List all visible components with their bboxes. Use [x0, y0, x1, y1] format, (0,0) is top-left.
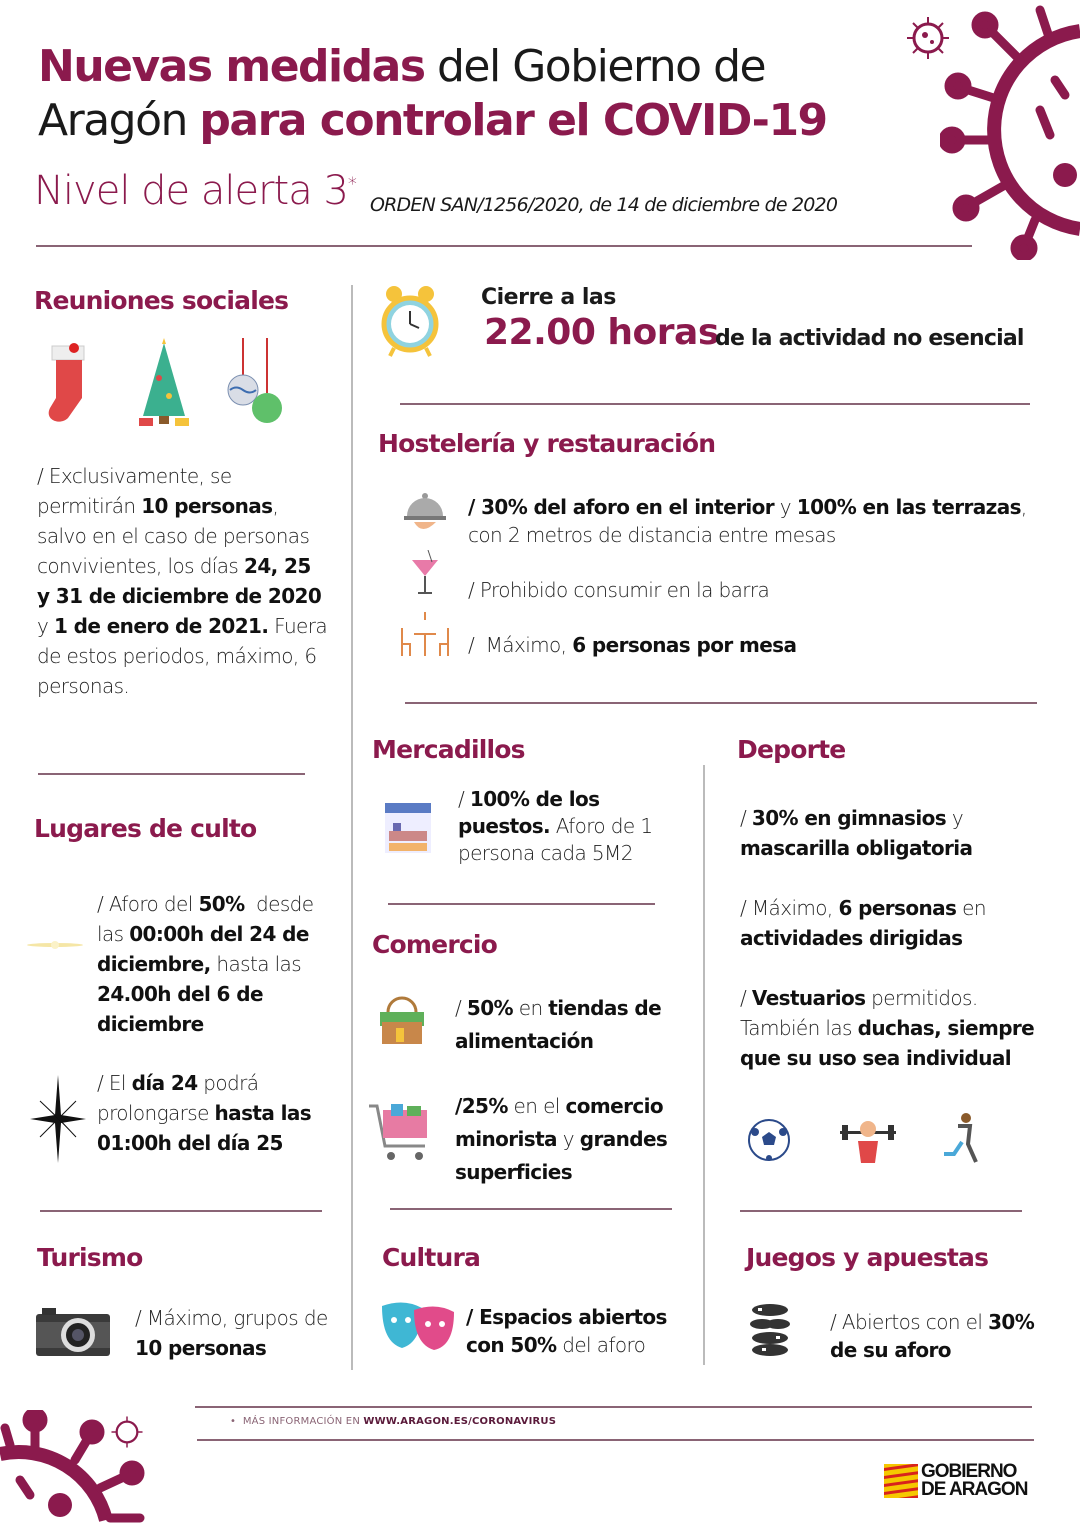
bold-text: actividades dirigidas: [740, 926, 963, 950]
juegos-text: [830, 1308, 1050, 1364]
text: en el: [507, 1094, 566, 1118]
section-title-comercio: Comercio: [372, 930, 498, 959]
christmas-tree-icon: [135, 338, 193, 428]
title-line-1: [38, 40, 765, 94]
text: y: [37, 584, 327, 638]
footer-info: [230, 1416, 556, 1427]
culto-item-2: [97, 1068, 332, 1158]
bold-text: duchas, siempre que su uso sea individual: [740, 1016, 1041, 1070]
text: Fuera de estos periodos, máximo, 6 personas.: [37, 614, 333, 698]
small-virus-bottom-icon: [110, 1415, 144, 1449]
bold-text: comercio minorista: [455, 1094, 670, 1151]
reuniones-text: [37, 461, 333, 701]
runner-icon: [940, 1112, 980, 1168]
bold-text: para controlar el COVID-19: [199, 95, 827, 146]
text: y: [774, 495, 797, 519]
text: / El: [97, 1071, 132, 1095]
comercio-item-2: [455, 1090, 700, 1189]
text: desde las: [97, 892, 320, 946]
section-divider: [740, 1210, 1022, 1212]
hosteleria-item-3: [468, 630, 968, 660]
column-divider: [703, 765, 705, 1365]
text: / Abiertos con el: [830, 1310, 989, 1334]
text: /: [740, 806, 752, 830]
text: /: [458, 787, 470, 811]
culto-item-1: [97, 889, 342, 1039]
text: / Máximo,: [468, 633, 573, 657]
text: / Máximo, grupos de: [135, 1306, 334, 1330]
bold-text: 100% en las terrazas: [796, 495, 1021, 519]
text: Aforo de 1 persona cada 5M2: [458, 814, 659, 865]
grocery-basket-icon: [376, 992, 428, 1046]
bold-text: / Espacios abiertos con 50%: [466, 1305, 674, 1357]
deporte-item-3: [740, 983, 1060, 1073]
section-title-turismo: Turismo: [37, 1243, 143, 1272]
bold-text: 6 personas por mesa: [572, 633, 797, 657]
bold-text: 00:00h del 24 de diciembre,: [97, 922, 316, 976]
bold-text: 30% de su aforo: [830, 1310, 1041, 1362]
section-divider: [388, 903, 655, 905]
bold-text: 10 personas: [135, 1336, 267, 1360]
order-reference: ORDEN SAN/1256/2020, de 14 de diciembre de 2020: [370, 194, 838, 216]
camera-icon: [36, 1308, 110, 1356]
logo-line-2: DE ARAGON: [921, 1479, 1028, 1500]
bold-text: día 24: [131, 1071, 198, 1095]
soccer-ball-icon: [747, 1118, 791, 1162]
bold-text: mascarilla obligatoria: [740, 836, 973, 860]
shopping-cart-icon: [367, 1100, 433, 1166]
bold-text: 10 personas: [141, 494, 273, 518]
section-divider: [405, 702, 1037, 704]
text: del Gobierno de: [424, 41, 766, 92]
bold-text: 100% de los puestos.: [458, 787, 606, 838]
theater-masks-icon: [380, 1302, 456, 1352]
turismo-text: [135, 1303, 335, 1363]
mercadillos-text: [458, 786, 678, 867]
aragon-flag-icon: [884, 1464, 918, 1498]
text: Aragón: [38, 95, 200, 146]
hosteleria-item-1: [468, 493, 1038, 549]
footer-divider: [197, 1439, 1034, 1441]
bold-text: 30% en gimnasios: [751, 806, 947, 830]
bullet: •: [230, 1416, 243, 1427]
text: en: [956, 896, 992, 920]
logo-line-1: GOBIERNO: [921, 1461, 1017, 1482]
bold-text: grandes superficies: [455, 1127, 674, 1184]
header-divider: [36, 245, 972, 247]
text: y: [556, 1127, 580, 1151]
text: / Máximo,: [740, 896, 839, 920]
cierre-rest: de la actividad no esencial: [715, 326, 1024, 351]
christmas-stocking-icon: [44, 342, 96, 427]
section-title-hosteleria: Hostelería y restauración: [378, 429, 716, 458]
text: , salvo en el caso de personas convivientes, los días: [37, 494, 316, 578]
column-divider: [351, 285, 353, 1370]
sparkle-star-icon: [30, 1075, 86, 1163]
text: /: [740, 986, 752, 1010]
cocktail-icon: [410, 550, 440, 596]
text: / Aforo del: [97, 892, 199, 916]
christmas-baubles-icon: [225, 338, 285, 428]
serving-cloche-icon: [404, 492, 446, 536]
text: del aforo: [556, 1333, 646, 1357]
text: / Prohibido consumir en la barra: [468, 578, 770, 602]
glow-star-icon: [25, 930, 85, 960]
section-title-cultura: Cultura: [382, 1243, 481, 1272]
market-stall-icon: [383, 803, 433, 855]
footer-divider: [195, 1406, 1032, 1408]
section-title-mercadillos: Mercadillos: [372, 735, 525, 764]
bold-text: / 30% del aforo en el interior: [468, 495, 774, 519]
hosteleria-item-2: [468, 575, 968, 605]
text: /: [455, 996, 467, 1020]
bold-text: hasta las 01:00h del día 25: [97, 1101, 318, 1155]
text: / Exclusivamente, se permitirán: [37, 464, 238, 518]
text: permitidos. También las: [740, 986, 984, 1040]
cultura-text: [466, 1303, 696, 1359]
virus-decoration-icon: [940, 0, 1080, 260]
text: podrá prolongarse: [97, 1071, 265, 1125]
section-divider: [38, 773, 305, 775]
bold-text: /25%: [455, 1094, 508, 1118]
section-divider: [390, 1208, 672, 1210]
alert-level: [34, 168, 356, 214]
section-title-juegos: Juegos y apuestas: [746, 1243, 989, 1272]
section-title-culto: Lugares de culto: [34, 814, 257, 843]
text: en: [512, 996, 549, 1020]
small-virus-icon: [905, 15, 951, 61]
section-title-reuniones: Reuniones sociales: [34, 286, 289, 315]
alert-level-text: Nivel de alerta 3: [34, 168, 348, 214]
title-line-2: [38, 94, 827, 148]
bold-text: 50%: [198, 892, 245, 916]
text: , con 2 metros de distancia entre mesas: [468, 495, 1033, 547]
footer-info-link[interactable]: WWW.ARAGON.ES/CORONAVIRUS: [363, 1416, 557, 1427]
gobierno-aragon-logo: [884, 1463, 1027, 1499]
casino-chips-icon: [748, 1302, 792, 1358]
bold-text: 24, 25 y 31 de diciembre de 2020: [37, 554, 322, 608]
text: y: [946, 806, 969, 830]
deporte-item-2: [740, 893, 1050, 953]
bold-text: 24.00h del 6 de diciembre: [97, 982, 270, 1036]
deporte-item-1: [740, 803, 1050, 863]
table-chairs-icon: [400, 612, 450, 658]
footer-info-prefix: MÁS INFORMACIÓN EN: [242, 1416, 364, 1427]
comercio-item-1: [455, 992, 695, 1058]
bold-text: 50%: [466, 996, 513, 1020]
section-divider: [40, 1210, 322, 1212]
bold-text: Vestuarios: [751, 986, 866, 1010]
section-divider: [400, 403, 1030, 405]
alert-asterisk: *: [347, 173, 356, 195]
bold-text: 6 personas: [838, 896, 957, 920]
text: hasta las: [210, 952, 307, 976]
cierre-line1: Cierre a las: [481, 285, 616, 310]
weightlifter-icon: [838, 1115, 898, 1167]
bold-text: Nuevas medidas: [38, 41, 425, 92]
bold-text: 1 de enero de 2021.: [54, 614, 269, 638]
cierre-hour: 22.00 horas: [484, 312, 719, 353]
bold-text: tiendas de alimentación: [455, 996, 668, 1053]
alarm-clock-icon: [380, 284, 440, 358]
section-title-deporte: Deporte: [737, 735, 846, 764]
